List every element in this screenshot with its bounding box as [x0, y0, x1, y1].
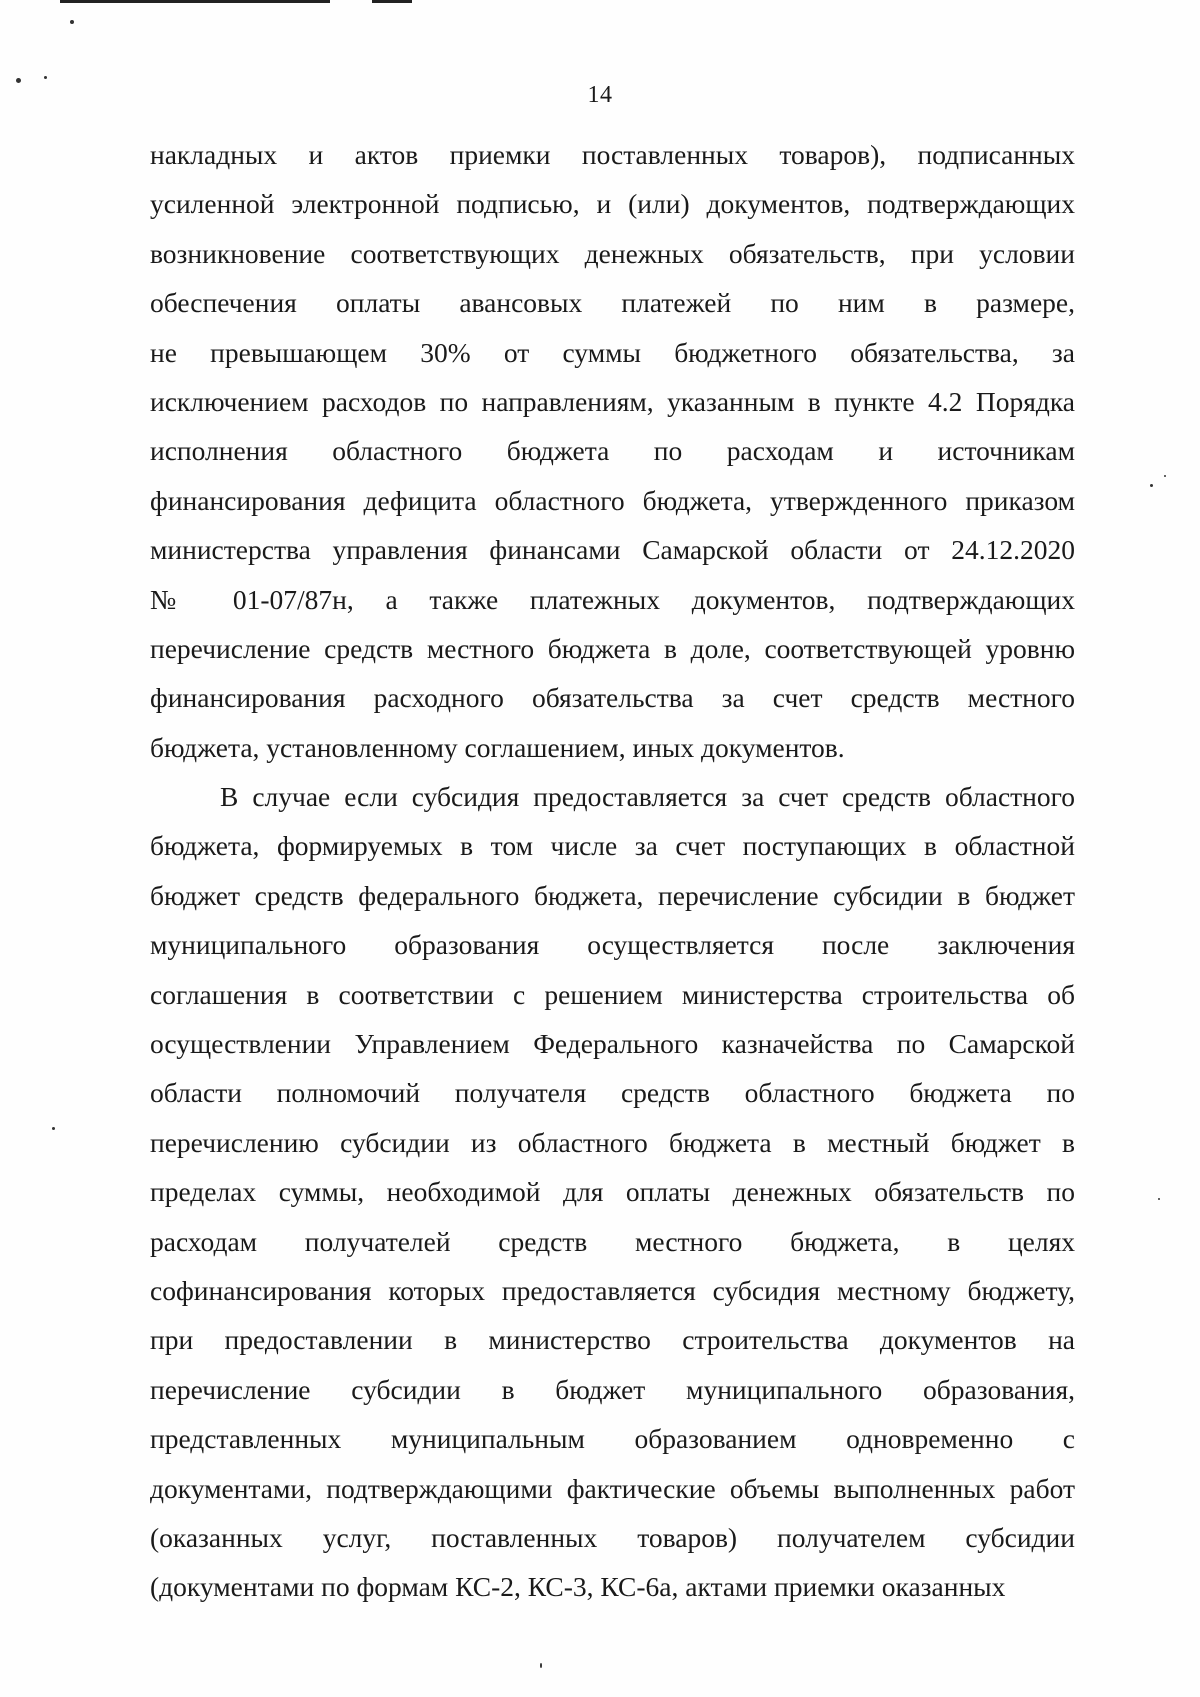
- text-line: (оказанных услуг, поставленных товаров) получателем субсидии: [150, 1521, 1075, 1553]
- text-line: представленных муниципальным образованием одновременно с: [150, 1423, 1075, 1455]
- document-body: [150, 130, 1075, 1612]
- text-line: возникновение соответствующих денежных обязательств, при условии: [150, 237, 1075, 269]
- text-line: бюджета, установленному соглашением, иных документов.: [150, 731, 845, 763]
- text-line: В случае если субсидия предоставляется за счет средств областного: [220, 781, 1075, 813]
- text-line: области полномочий получателя средств областного бюджета по: [150, 1077, 1075, 1109]
- text-line: бюджет средств федерального бюджета, перечисление субсидии в бюджет: [150, 879, 1075, 911]
- text-line: (документами по формам КС-2, КС-3, КС-6а, актами приемки оказанных: [150, 1571, 1006, 1603]
- text-line: исключением расходов по направлениям, указанным в пункте 4.2 Порядка: [150, 385, 1075, 417]
- text-line: пределах суммы, необходимой для оплаты денежных обязательств по: [150, 1176, 1075, 1208]
- text-line: накладных и актов приемки поставленных товаров), подписанных: [150, 139, 1075, 170]
- paragraph: [150, 772, 1075, 1612]
- text-line: софинансирования которых предоставляется субсидия местному бюджету,: [150, 1274, 1075, 1306]
- scan-speck: [1164, 475, 1166, 477]
- text-line: при предоставлении в министерство строительства документов на: [150, 1324, 1075, 1356]
- text-line: финансирования расходного обязательства за счет средств местного: [150, 682, 1075, 714]
- text-line: № 01-07/87н, а также платежных документов, подтверждающих: [150, 583, 1075, 615]
- scan-speck: [1150, 484, 1153, 487]
- text-line: перечисление субсидии в бюджет муниципального образования,: [150, 1373, 1075, 1405]
- text-line: обеспечения оплаты авансовых платежей по ним в размере,: [150, 287, 1075, 319]
- scan-speck: [540, 1663, 542, 1668]
- text-line: перечислению субсидии из областного бюджета в местный бюджет в: [150, 1126, 1075, 1158]
- scan-speck: [52, 1127, 55, 1130]
- text-line: не превышающем 30% от суммы бюджетного обязательства, за: [150, 336, 1075, 368]
- scan-edge-mark: [60, 0, 330, 3]
- text-line: министерства управления финансами Самарской области от 24.12.2020: [150, 534, 1075, 566]
- text-line: финансирования дефицита областного бюджета, утвержденного приказом: [150, 484, 1075, 516]
- page-number: 14: [587, 82, 613, 108]
- scan-edge-mark: [372, 0, 412, 3]
- scan-speck: [1158, 1198, 1160, 1200]
- text-line: осуществлении Управлением Федерального казначейства по Самарской: [150, 1028, 1075, 1060]
- paragraph: [150, 130, 1075, 772]
- text-line: усиленной электронной подписью, и (или) документов, подтверждающих: [150, 188, 1075, 220]
- scan-speck: [70, 20, 74, 24]
- text-line: исполнения областного бюджета по расходам и источникам: [150, 435, 1075, 467]
- text-line: соглашения в соответствии с решением министерства строительства об: [150, 978, 1075, 1010]
- text-line: бюджета, формируемых в том числе за счет поступающих в областной: [150, 830, 1075, 862]
- scan-speck: [44, 76, 47, 79]
- text-line: муниципального образования осуществляется после заключения: [150, 929, 1075, 961]
- text-line: расходам получателей средств местного бюджета, в целях: [150, 1225, 1075, 1257]
- text-line: документами, подтверждающими фактические объемы выполненных работ: [150, 1472, 1075, 1504]
- text-line: перечисление средств местного бюджета в доле, соответствующей уровню: [150, 632, 1075, 664]
